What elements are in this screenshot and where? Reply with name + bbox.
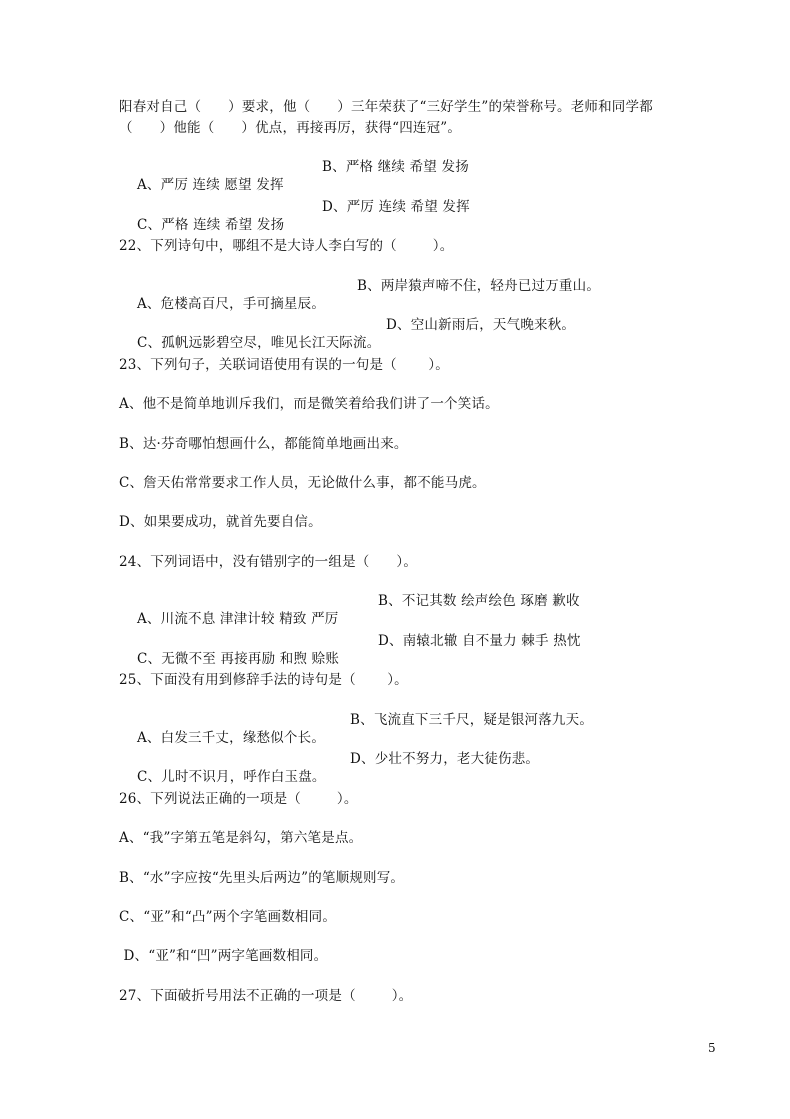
q26-option-d: D、“亚”和“凹”两字笔画数相同。 [119, 948, 328, 964]
q24-stem: 24、下列词语中，没有错别字的一组是（ ）。 [119, 554, 418, 570]
intro-line-2: （ ）他能（ ）优点，再接再厉，获得“四连冠”。 [119, 120, 462, 136]
q26-option-b: B、“水”字应按“先里头后两边”的笔顺规则写。 [119, 870, 405, 886]
q22-option-a: A、危楼高百尺，手可摘星辰。 [136, 296, 326, 312]
q22-option-c: C、孤帆远影碧空尽，唯见长江天际流。 [136, 335, 381, 351]
q25-option-row-2 [119, 750, 540, 822]
q23-option-b: B、达·芬奇哪怕想画什么，都能简单地画出来。 [119, 436, 408, 452]
q24-option-a: A、川流不息 津津计较 精致 严厉 [136, 611, 339, 627]
q24-option-d: D、南辕北辙 自不量力 棘手 热忱 [378, 633, 581, 649]
q25-stem: 25、下面没有用到修辞手法的诗句是（ ）。 [119, 672, 408, 688]
q26-option-a: A、“我”字第五笔是斜勾，第六笔是点。 [119, 830, 363, 846]
q21-option-a: A、严厉 连续 愿望 发挥 [136, 177, 284, 193]
q22-option-row-2 [119, 316, 576, 388]
q22-option-b: B、两岸猿声啼不住，轻舟已过万重山。 [357, 278, 601, 294]
q24-option-c: C、无微不至 再接再励 和煦 赊账 [136, 651, 340, 667]
q22-stem: 22、下列诗句中，哪组不是大诗人李白写的（ ）。 [119, 238, 454, 254]
q26-stem: 26、下列说法正确的一项是（ ）。 [119, 791, 358, 807]
q25-option-c: C、儿时不识月，呼作白玉盘。 [136, 769, 326, 785]
q21-option-b: B、严格 继续 希望 发扬 [322, 159, 469, 175]
q21-option-c: C、严格 连续 希望 发扬 [136, 217, 285, 233]
q26-option-c: C、“亚”和“凸”两个字笔画数相同。 [119, 909, 337, 925]
q25-option-a: A、白发三千丈，缘愁似个长。 [136, 730, 326, 746]
q27-stem: 27、下面破折号用法不正确的一项是（ ）。 [119, 988, 413, 1004]
q23-option-c: C、詹天佑常常要求工作人员，无论做什么事，都不能马虎。 [119, 475, 486, 491]
q21-option-d: D、严厉 连续 希望 发挥 [322, 199, 470, 215]
q25-option-d: D、少壮不努力，老大徒伤悲。 [350, 751, 540, 767]
q23-option-a: A、他不是简单地训斥我们，而是微笑着给我们讲了一个笑话。 [119, 396, 499, 412]
q23-option-d: D、如果要成功，就首先要自信。 [119, 514, 322, 530]
q25-option-b: B、飞流直下三千尺，疑是银河落九天。 [350, 712, 594, 728]
page-number: 5 [708, 1041, 716, 1055]
q22-option-d: D、空山新雨后，天气晚来秋。 [386, 317, 576, 333]
q24-option-row-2 [119, 632, 581, 704]
intro-line-1: 阳春对自己（ ）要求，他（ ）三年荣获了“三好学生”的荣誉称号。老师和同学都 [119, 99, 653, 115]
q23-stem: 23、下列句子，关联词语使用有误的一句是（ ）。 [119, 357, 449, 373]
q24-option-b: B、不记其数 绘声绘色 琢磨 歉收 [378, 593, 580, 609]
